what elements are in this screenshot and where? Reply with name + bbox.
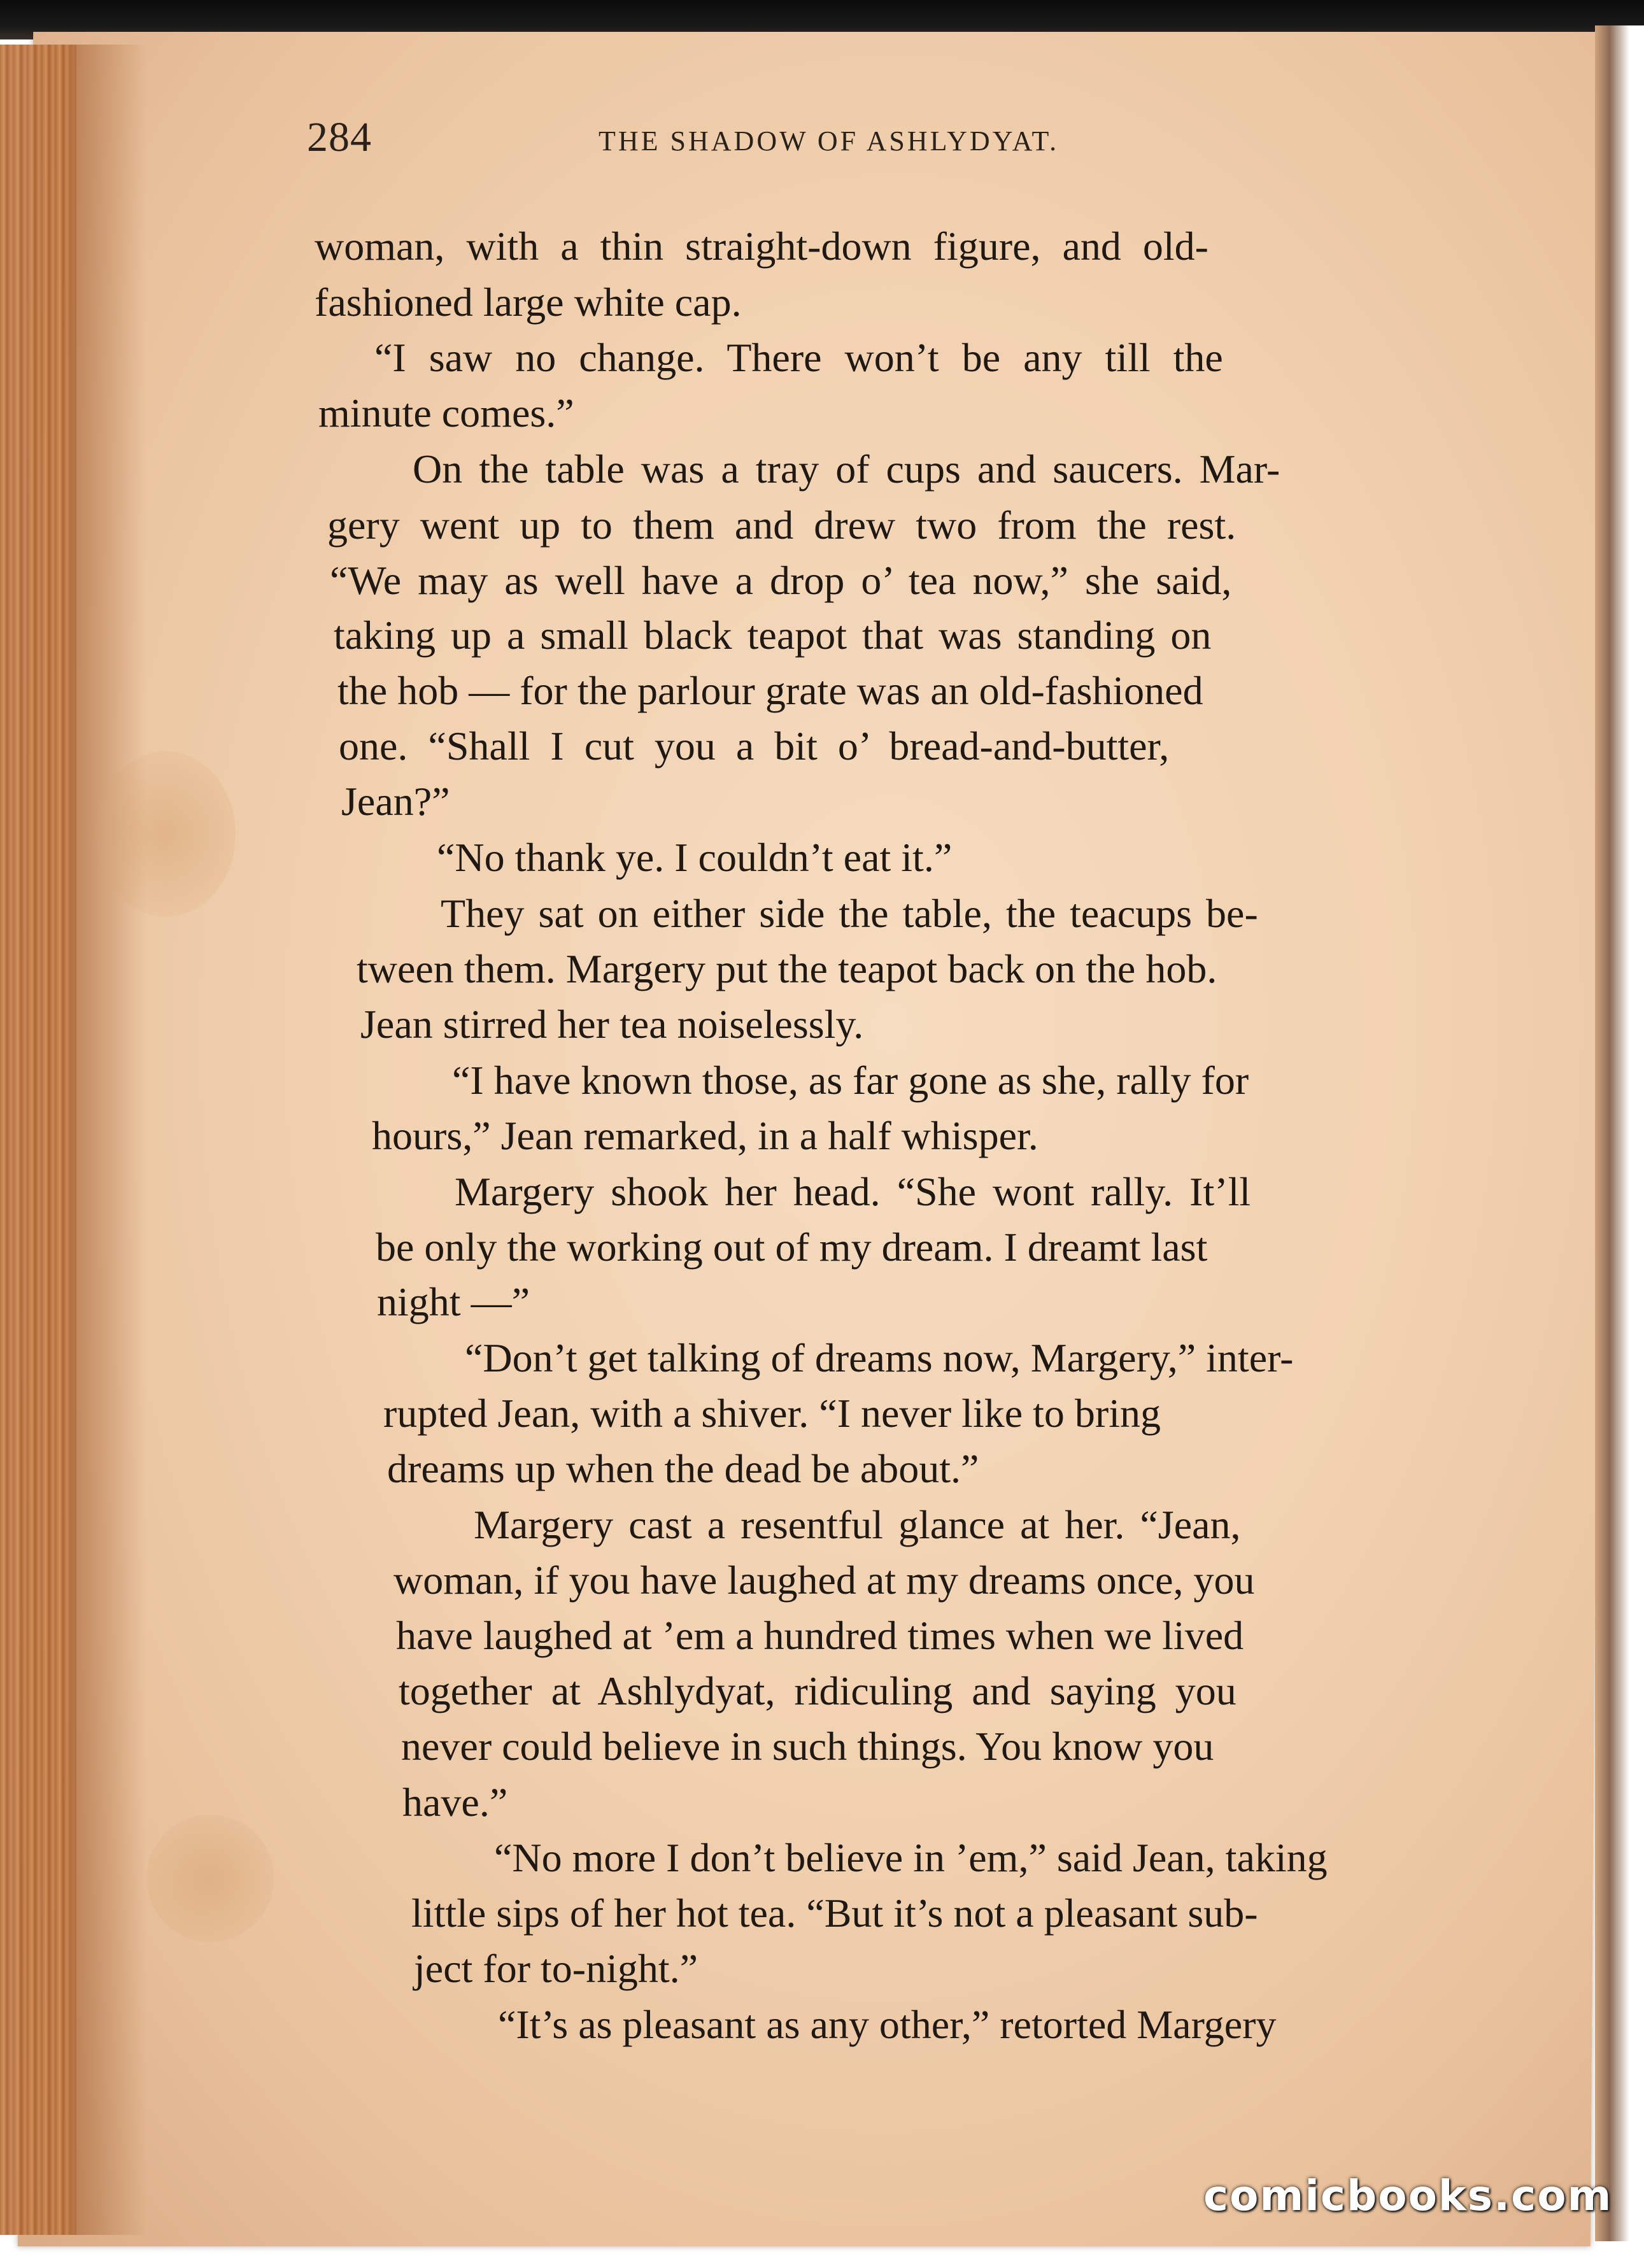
text-line: night —” xyxy=(377,1279,530,1324)
text-line: taking up a small black teapot that was standing on xyxy=(334,613,1212,658)
text-line: gery went up to them and drew two from the rest. xyxy=(327,502,1237,548)
text-line: little sips of her hot tea. “But it’s not a pleasant sub- xyxy=(411,1890,1258,1936)
text-line: minute comes.” xyxy=(318,390,574,436)
text-line: hours,” Jean remarked, in a half whisper. xyxy=(372,1113,1038,1158)
text-line: On the table was a tray of cups and saucers. Mar- xyxy=(413,446,1280,492)
text-line: Jean stirred her tea noiselessly. xyxy=(360,1002,864,1047)
text-line: “I have known those, as far gone as she, rally for xyxy=(452,1058,1249,1103)
text-line: “We may as well have a drop o’ tea now,” she said, xyxy=(330,558,1232,603)
paper-stain xyxy=(96,751,236,917)
text-line: be only the working out of my dream. I dreamt last xyxy=(376,1224,1208,1270)
page-edge-stack xyxy=(0,45,76,2235)
text-line: have laughed at ’em a hundred times when we lived xyxy=(396,1613,1244,1658)
running-head: THE SHADOW OF ASHLYDYAT. xyxy=(599,125,1059,157)
text-line: together at Ashlydyat, ridiculing and saying you xyxy=(399,1668,1237,1713)
text-line: “No more I don’t believe in ’em,” said Jean, taking xyxy=(494,1835,1328,1880)
text-line: woman, if you have laughed at my dreams once, you xyxy=(393,1557,1255,1603)
text-line: ject for to-night.” xyxy=(414,1946,698,1991)
text-line: They sat on either side the table, the teacups be- xyxy=(441,891,1258,936)
text-line: the hob — for the parlour grate was an old-fashioned xyxy=(337,668,1203,713)
text-line: “Don’t get talking of dreams now, Margery,” inter- xyxy=(465,1335,1294,1380)
text-line: “It’s as pleasant as any other,” retorted Margery xyxy=(498,2002,1277,2047)
text-line: “No thank ye. I couldn’t eat it.” xyxy=(437,835,953,880)
text-line: Margery cast a resentful glance at her. “Jean, xyxy=(474,1502,1241,1547)
text-line: “I saw no change. There won’t be any till the xyxy=(374,335,1223,380)
text-line: one. “Shall I cut you a bit o’ bread-and-butter, xyxy=(339,723,1170,769)
text-line: Margery shook her head. “She wont rally. It’ll xyxy=(455,1169,1251,1214)
text-line: have.” xyxy=(402,1780,508,1825)
text-line: Jean?” xyxy=(341,779,450,824)
text-line: tween them. Margery put the teapot back on the hob. xyxy=(357,946,1217,991)
text-line: dreams up when the dead be about.” xyxy=(387,1446,979,1491)
paper-stain xyxy=(146,1815,274,1942)
text-line: woman, with a thin straight-down figure, and old- xyxy=(315,223,1208,269)
binding-edge xyxy=(1595,25,1644,2241)
text-line: fashioned large white cap. xyxy=(315,280,742,325)
page-number: 284 xyxy=(307,114,372,160)
watermark: comicbooks.com xyxy=(1203,2171,1613,2220)
text-line: never could believe in such things. You know you xyxy=(401,1724,1214,1769)
page-edge-shadow xyxy=(70,45,146,2235)
text-line: rupted Jean, with a shiver. “I never like to bring xyxy=(383,1391,1161,1436)
